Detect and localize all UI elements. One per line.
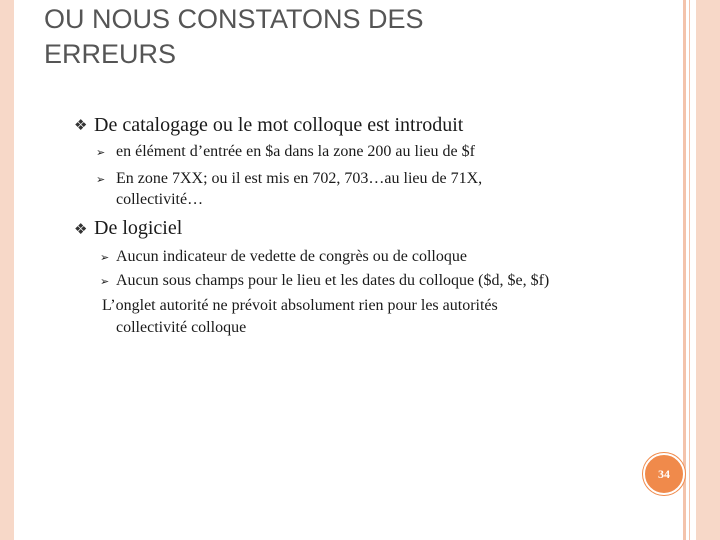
diamond-bullet-icon: ❖ bbox=[74, 220, 88, 238]
slide-title-line-1: OU NOUS CONSTATONS DES bbox=[44, 4, 424, 34]
sub-item-2-3: L’onglet autorité ne prévoit absolument rien pour les autorités bbox=[102, 297, 498, 314]
sub-item-2-2: Aucun sous champs pour le lieu et les dates du colloque ($d, $e, $f) bbox=[116, 272, 550, 289]
bullet-item-1: De catalogage ou le mot colloque est introduit bbox=[94, 114, 464, 136]
sub-item-1-1: en élément d’entrée en $a dans la zone 200 au lieu de $f bbox=[116, 143, 475, 160]
sub-item-1-2: En zone 7XX; ou il est mis en 702, 703…au lieu de 71X, bbox=[116, 170, 483, 187]
arrow-bullet-icon: ➢ bbox=[96, 146, 106, 159]
sub-item-2-1: Aucun indicateur de vedette de congrès ou de colloque bbox=[116, 248, 467, 265]
arrow-bullet-icon: ➢ bbox=[100, 251, 110, 264]
arrow-bullet-icon: ➢ bbox=[100, 275, 110, 288]
page-number-badge bbox=[643, 453, 685, 495]
arrow-bullet-icon: ➢ bbox=[96, 173, 106, 186]
page-number: 34 bbox=[658, 466, 670, 481]
bullet-item-2: De logiciel bbox=[94, 217, 183, 239]
slide-title-line-2: ERREURS bbox=[44, 39, 177, 69]
sub-item-1-2-continued: collectivité… bbox=[116, 191, 204, 208]
sub-item-2-3-continued: collectivité colloque bbox=[116, 319, 247, 336]
diamond-bullet-icon: ❖ bbox=[74, 116, 88, 134]
